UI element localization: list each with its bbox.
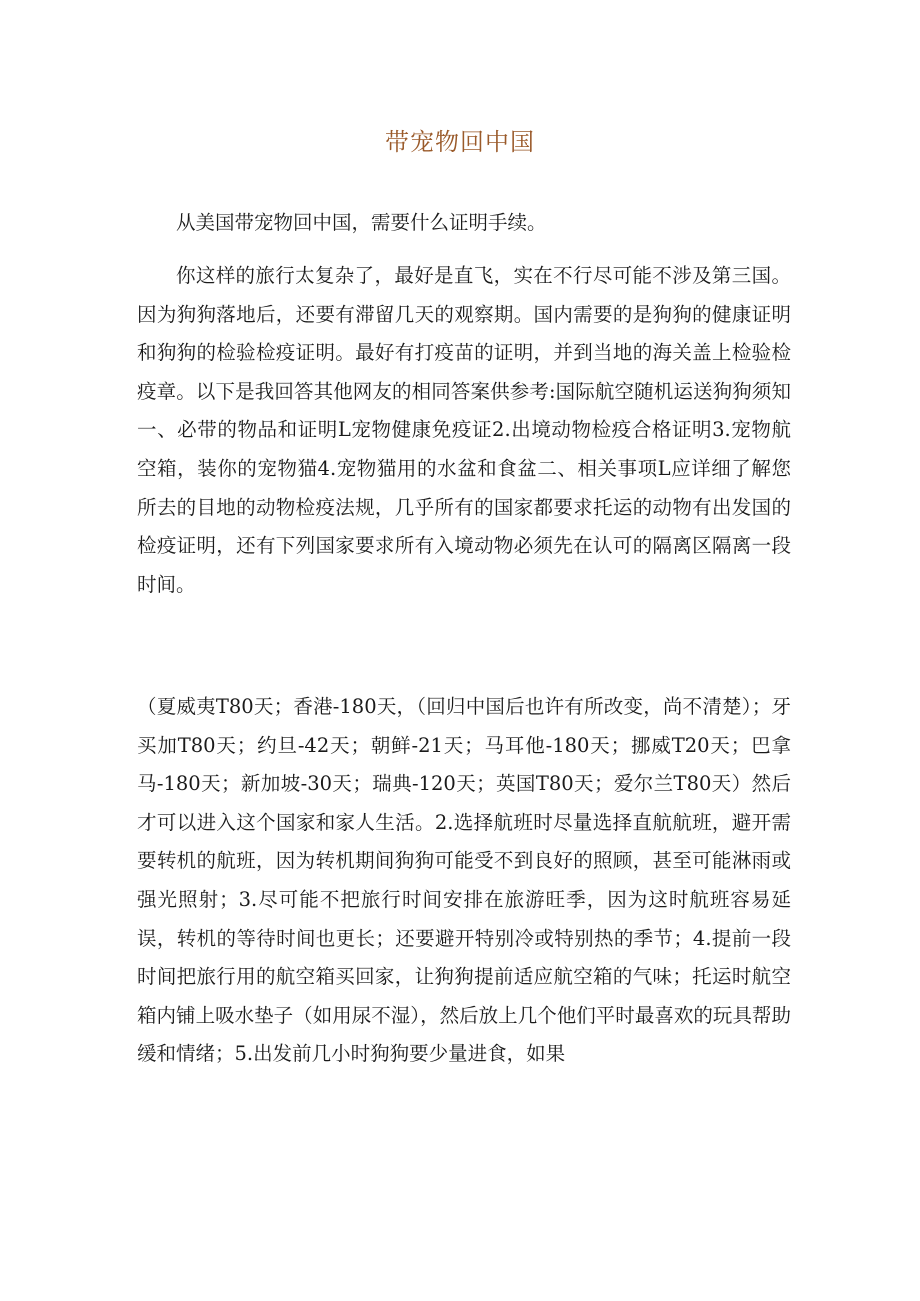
paragraph-quarantine-and-tips: （夏威夷T80天；香港-180天，（回归中国后也许有所改变，尚不清楚）；牙买加T80天；约旦-42天；朝鲜-21天；马耳他-180天；挪威T20天；巴拿马-180天；新加坡-30天；瑞典-120天；英国T80天；爱尔兰T80天）然后才可以进入这个国家和家人生活。2.选择航班时尽量选择直航航班，避开需要转机的航班，因为转机期间狗狗可能受不到良好的照顾，甚至可能淋雨或强光照射；3.尽可能不把旅行时间安排在旅游旺季，因为这时航班容易延误，转机的等待时间也更长；还要避开特别冷或特别热的季节；4.提前一段时间把旅行用的航空箱买回家，让狗狗提前适应航空箱的气味；托运时航空箱内铺上吸水垫子（如用尿不湿），然后放上几个他们平时最喜欢的玩具帮助缓和情绪；5.出发前几小时狗狗要少量进食，如果 (137, 695, 791, 1066)
paragraph-answer: 你这样的旅行太复杂了，最好是直飞，实在不行尽可能不涉及第三国。因为狗狗落地后，还要有滞留几天的观察期。国内需要的是狗狗的健康证明和狗狗的检验检疫证明。最好有打疫苗的证明，并到当地的海关盖上检验检疫章。以下是我回答其他网友的相同答案供参考:国际航空随机运送狗狗须知一、必带的物品和证明L宠物健康免疫证2.出境动物检疫合格证明3.宠物航空箱，装你的宠物猫4.宠物猫用的水盆和食盆二、相关事项L应详细了解您所去的目地的动物检疫法规，几乎所有的国家都要求托运的动物有出发国的检疫证明，还有下列国家要求所有入境动物必须先在认可的隔离区隔离一段时间。 (137, 264, 791, 596)
paragraph-question: 从美国带宠物回中国，需要什么证明手续。 (176, 211, 547, 234)
page-title: 带宠物回中国 (385, 128, 535, 156)
